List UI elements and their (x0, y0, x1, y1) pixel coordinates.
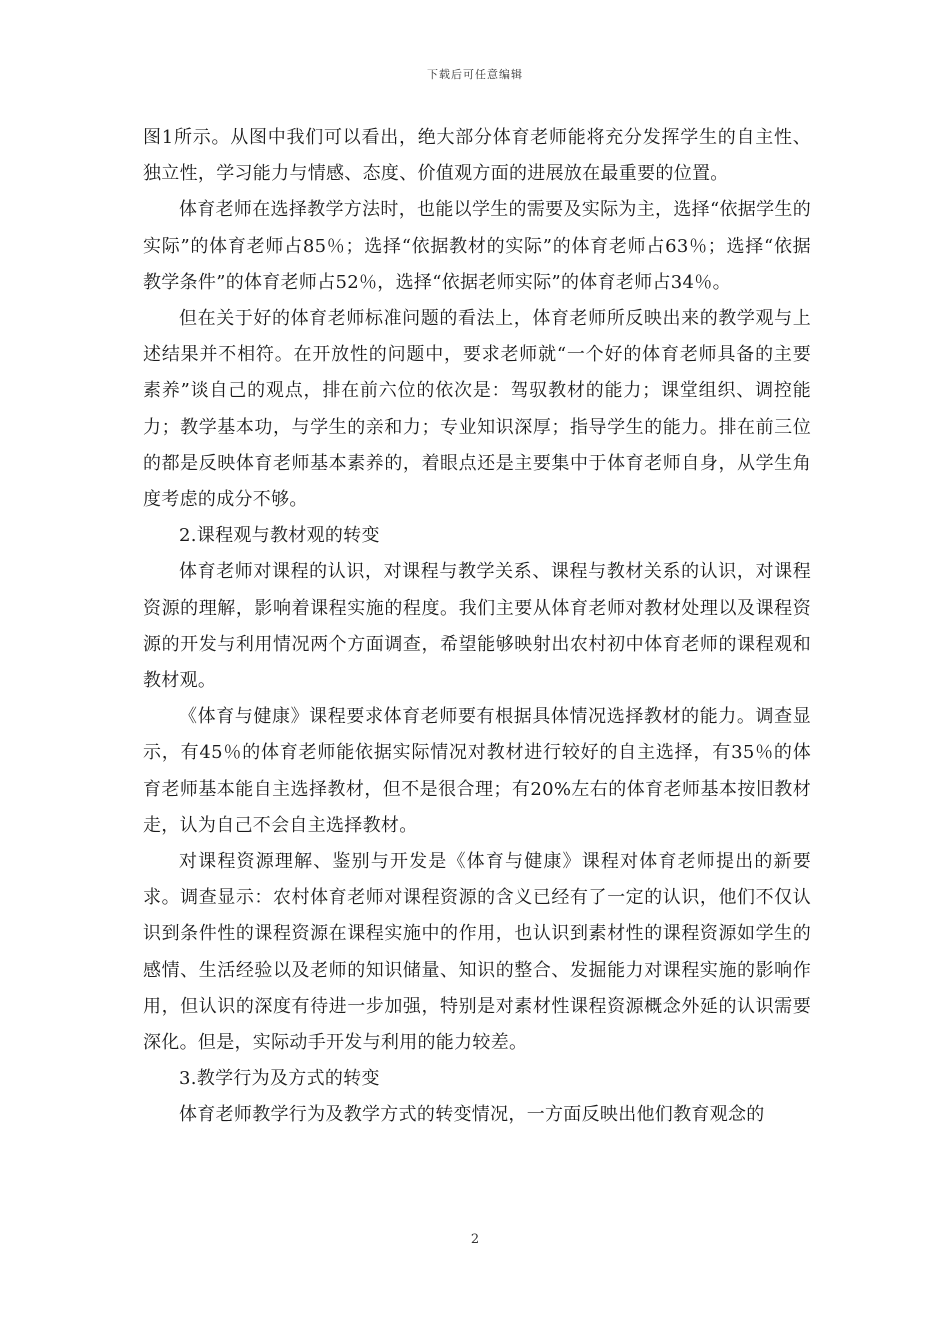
paragraph: 但在关于好的体育老师标准问题的看法上，体育老师所反映出来的教学观与上述结果并不相符。在开放性的问题中，要求老师就“一个好的体育老师具备的主要素养”谈自己的观点，排在前六位的依次是：驾驭教材的能力；课堂组织、调控能力；教学基本功，与学生的亲和力；专业知识深厚；指导学生的能力。排在前三位的都是反映体育老师基本素养的，着眼点还是主要集中于体育老师自身，从学生角度考虑的成分不够。 (143, 308, 811, 511)
paragraph: 体育老师教学行为及教学方式的转变情况，一方面反映出他们教育观念的 (179, 1104, 765, 1126)
paragraph: 《体育与健康》课程要求体育老师要有根据具体情况选择教材的能力。调查显示，有45％的体育老师能依据实际情况对教材进行较好的自主选择，有35％的体育老师基本能自主选择教材，但不是很合理；有20%左右的体育老师基本按旧教材走，认为自己不会自主选择教材。 (143, 706, 811, 836)
section-heading: 2.课程观与教材观的转变 (179, 525, 380, 547)
paragraph: 体育老师对课程的认识，对课程与教学关系、课程与教材关系的认识，对课程资源的理解，影响着课程实施的程度。我们主要从体育老师对教材处理以及课程资源的开发与利用情况两个方面调查，希望能够映射出农村初中体育老师的课程观和教材观。 (143, 561, 811, 692)
paragraph: 体育老师在选择教学方法时，也能以学生的需要及实际为主，选择“依据学生的实际”的体育老师占85％；选择“依据教材的实际”的体育老师占63％；选择“依据教学条件”的体育老师占52％，选择“依据老师实际”的体育老师占34％。 (143, 199, 811, 293)
page-number: 2 (470, 1232, 480, 1247)
document-body (143, 120, 811, 1134)
paragraph: 对课程资源理解、鉴别与开发是《体育与健康》课程对体育老师提出的新要求。调查显示：农村体育老师对课程资源的含义已经有了一定的认识，他们不仅认识到条件性的课程资源在课程实施中的作用，也认识到素材性的课程资源如学生的感情、生活经验以及老师的知识储量、知识的整合、发掘能力对课程实施的影响作用，但认识的深度有待进一步加强，特别是对素材性课程资源概念外延的认识需要深化。但是，实际动手开发与利用的能力较差。 (143, 851, 811, 1054)
paragraph: 图1所示。从图中我们可以看出，绝大部分体育老师能将充分发挥学生的自主性、独立性，学习能力与情感、态度、价值观方面的进展放在最重要的位置。 (143, 127, 811, 185)
section-heading: 3.教学行为及方式的转变 (179, 1068, 380, 1090)
page-header: 下载后可任意编辑 (427, 68, 523, 81)
